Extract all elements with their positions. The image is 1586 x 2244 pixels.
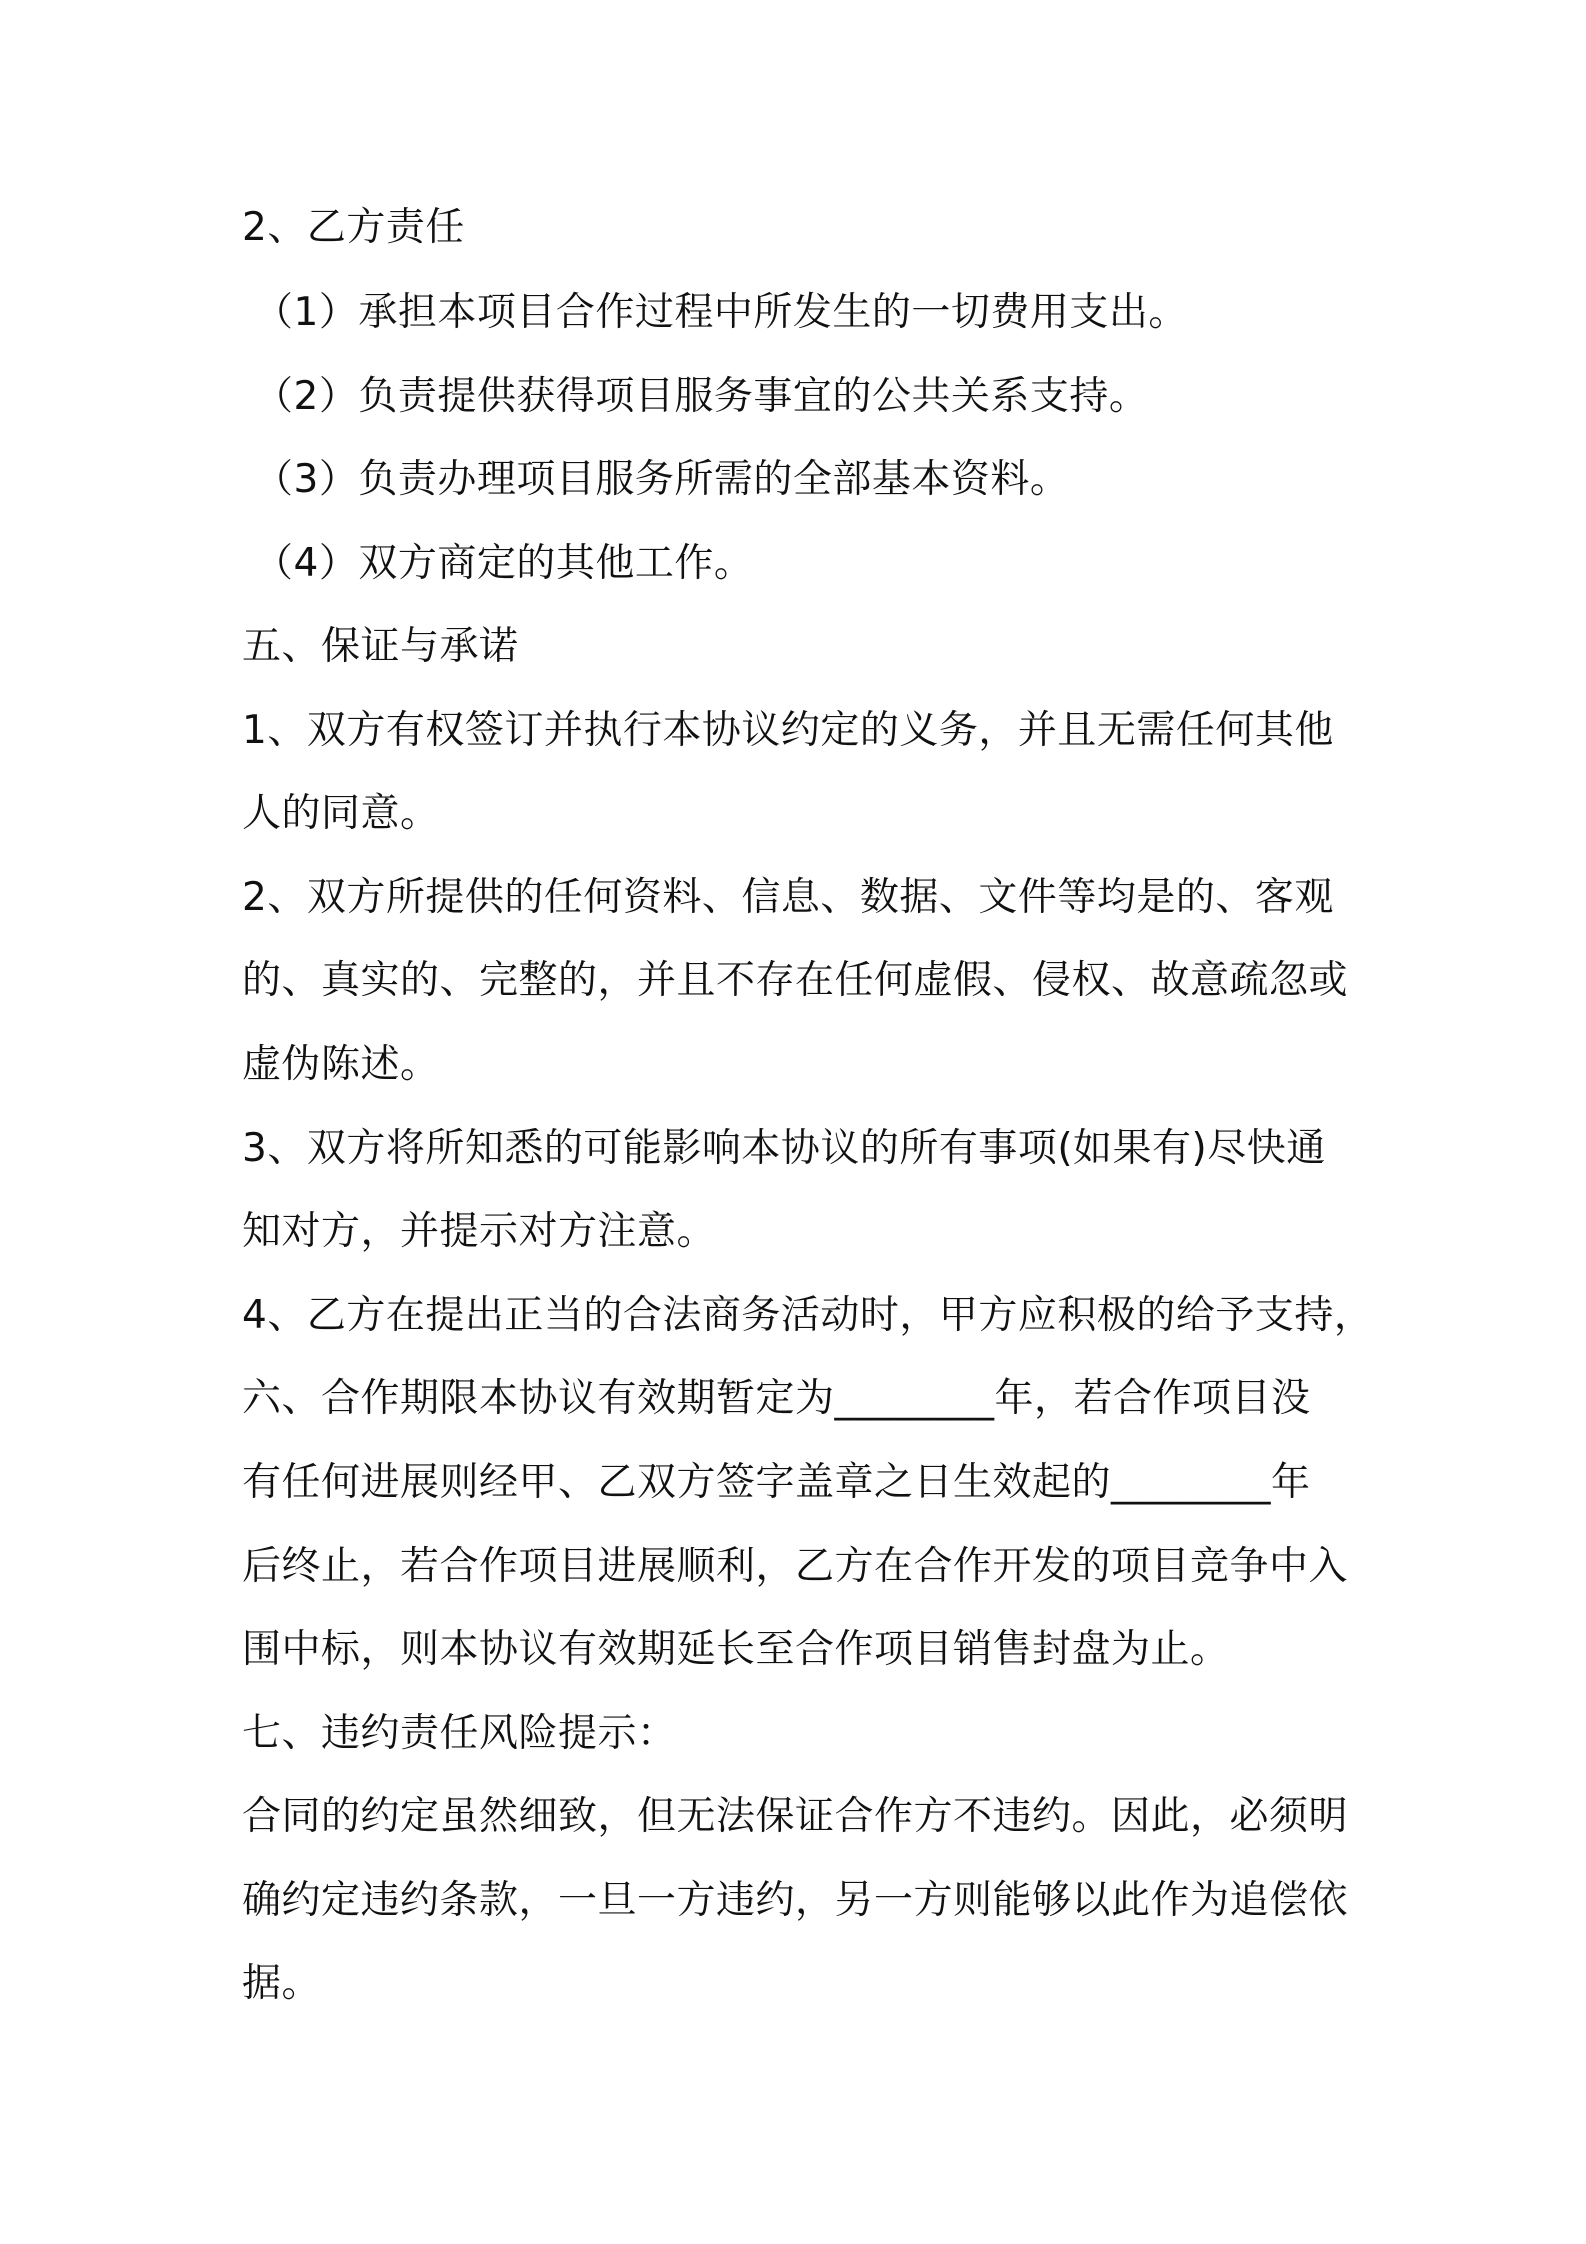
heading-party-b-responsibility: 2、乙方责任	[242, 205, 465, 250]
list-item: （1）承担本项目合作过程中所发生的一切费用支出。	[254, 290, 1188, 335]
paragraph-line: 2、双方所提供的任何资料、信息、数据、文件等均是的、客观	[242, 875, 1334, 920]
list-item: （3）负责办理项目服务所需的全部基本资料。	[254, 457, 1070, 502]
section-heading-breach: 七、违约责任风险提示：	[242, 1711, 677, 1756]
paragraph-line: 虚伪陈述。	[242, 1042, 440, 1087]
paragraph-line: 据。	[242, 1961, 322, 2006]
section-heading-term: 六、合作期限本协议有效期暂定为________年，若合作项目没	[242, 1376, 1311, 1421]
paragraph-line: 后终止，若合作项目进展顺利，乙方在合作开发的项目竞争中入	[242, 1544, 1349, 1589]
paragraph-line: 围中标，则本协议有效期延长至合作项目销售封盘为止。	[242, 1627, 1230, 1672]
section-heading-guarantee: 五、保证与承诺	[242, 624, 519, 669]
paragraph-line: 1、双方有权签订并执行本协议约定的义务，并且无需任何其他	[242, 708, 1334, 753]
paragraph-line: 确约定违约条款，一旦一方违约，另一方则能够以此作为追偿依	[242, 1878, 1349, 1923]
list-item: （2）负责提供获得项目服务事宜的公共关系支持。	[254, 374, 1149, 419]
paragraph-line: 3、双方将所知悉的可能影响本协议的所有事项(如果有)尽快通	[242, 1126, 1326, 1171]
paragraph-line: 的、真实的、完整的，并且不存在任何虚假、侵权、故意疏忽或	[242, 958, 1349, 1003]
paragraph-line: 有任何进展则经甲、乙双方签字盖章之日生效起的________年	[242, 1460, 1311, 1505]
paragraph-line: 合同的约定虽然细致，但无法保证合作方不违约。因此，必须明	[242, 1794, 1349, 1839]
paragraph-line: 知对方，并提示对方注意。	[242, 1209, 717, 1254]
list-item: （4）双方商定的其他工作。	[254, 541, 754, 586]
paragraph-line: 人的同意。	[242, 791, 440, 836]
paragraph-line: 4、乙方在提出正当的合法商务活动时，甲方应积极的给予支持，	[242, 1293, 1374, 1338]
